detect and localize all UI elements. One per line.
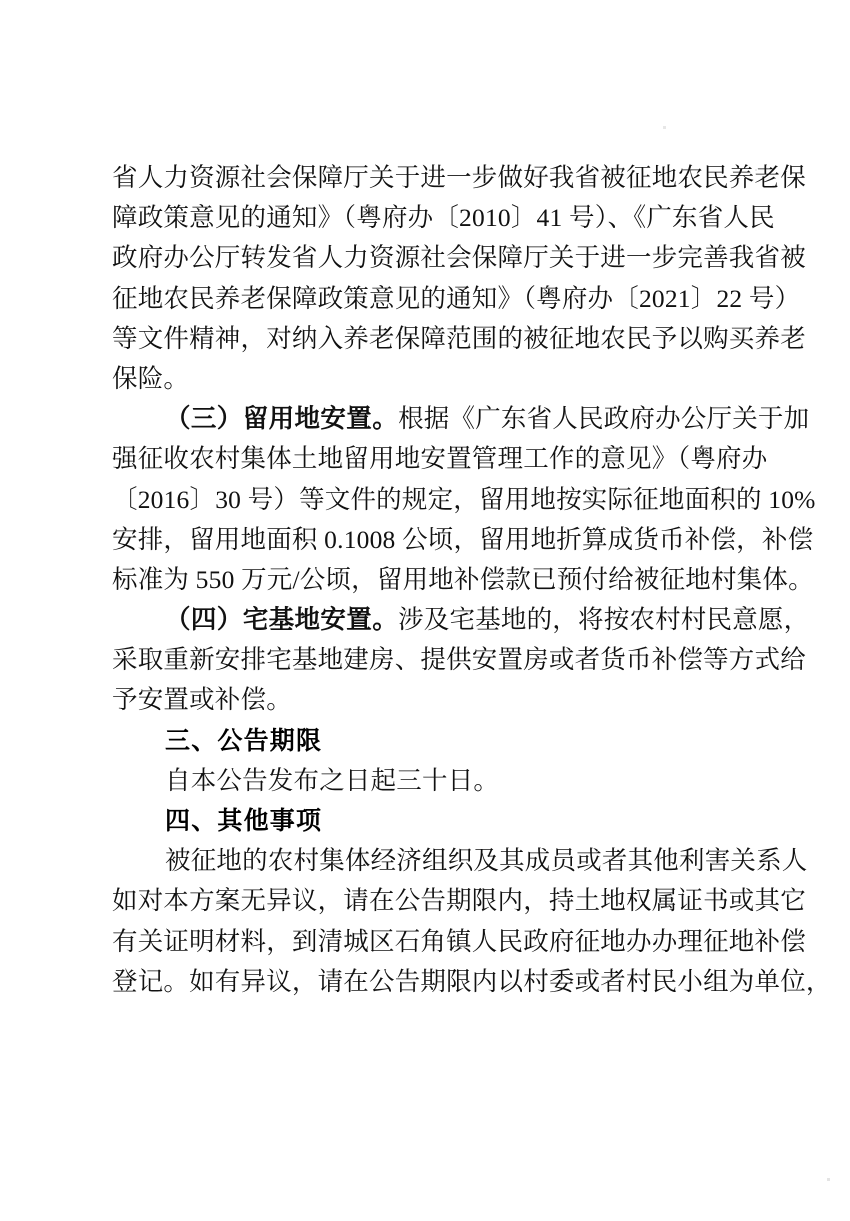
document-text-body	[112, 158, 832, 1002]
section-heading-four: 四、其他事项	[165, 806, 323, 835]
text-line: 予安置或补偿。	[112, 685, 292, 715]
text-line: 〔2016〕30 号）等文件的规定，留用地按实际征地面积的 10%	[112, 484, 816, 514]
text-line: 征地农民养老保障政策意见的通知》（粤府办〔2021〕22 号）	[112, 283, 801, 313]
text-line: 等文件精神，对纳入养老保障范围的被征地农民予以购买养老	[112, 323, 806, 353]
text-line: 省人力资源社会保障厅关于进一步做好我省被征地农民养老保	[112, 163, 806, 192]
text-line-item-three-rest: 根据《广东省人民政府办公厅关于加	[398, 404, 810, 434]
bold-lead-item-four: （四）宅基地安置。	[165, 605, 399, 635]
text-line-item-four-rest: 涉及宅基地的，将按农村村民意愿，	[398, 605, 810, 635]
text-line: 有关证明材料，到清城区石角镇人民政府征地办办理征地补偿	[112, 926, 806, 956]
text-line: 强征收农村集体土地留用地安置管理工作的意见》（粤府办	[112, 444, 768, 474]
section-heading-three: 三、公告期限	[165, 725, 323, 755]
bold-lead-item-three: （三）留用地安置。	[165, 404, 399, 434]
text-line: 如对本方案无异议，请在公告期限内，持土地权属证书或其它	[112, 886, 806, 916]
text-line-item-three-lead	[112, 399, 810, 439]
scan-artifact-speck	[827, 1178, 830, 1181]
text-line: 安排，留用地面积 0.1008 公顷，留用地折算成货币补偿，补偿	[112, 524, 814, 554]
text-line: 障政策意见的通知》（粤府办〔2010〕41 号）、《广东省人民	[112, 203, 775, 233]
text-line: 政府办公厅转发省人力资源社会保障厅关于进一步完善我省被	[112, 243, 806, 273]
text-line: 标准为 550 万元/公顷，留用地补偿款已预付给被征地村集体。	[112, 564, 814, 594]
scan-artifact-speck	[663, 126, 666, 129]
text-line: 自本公告发布之日起三十日。	[165, 765, 500, 795]
text-line: 登记。如有异议，请在公告期限内以村委或者村民小组为单位，	[112, 966, 832, 996]
text-line: 保险。	[112, 363, 190, 393]
text-line-item-four-lead	[112, 600, 810, 640]
text-line: 采取重新安排宅基地建房、提供安置房或者货币补偿等方式给	[112, 645, 806, 675]
text-line: 被征地的农村集体经济组织及其成员或者其他利害关系人	[165, 846, 808, 876]
